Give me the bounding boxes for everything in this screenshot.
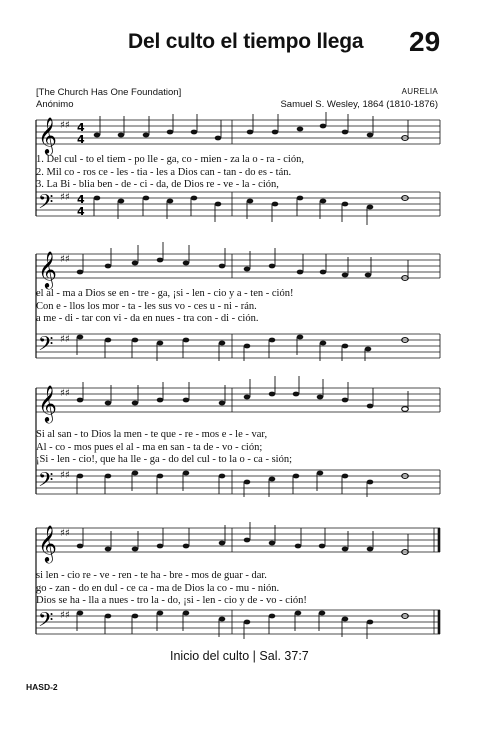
svg-text:4: 4 — [77, 121, 85, 134]
lyric-line: a me - di - tar con vi - da en nues - tra con - di - ción. — [36, 313, 259, 324]
svg-text:𝄢: 𝄢 — [38, 332, 54, 360]
hymn-title: Del culto el tiempo llega — [128, 30, 364, 53]
lyric-line: Al - co - mos pues el al - ma en san - ta de - vo - ción; — [36, 441, 263, 453]
svg-text:♯♯: ♯♯ — [60, 192, 70, 203]
lyric-line: go - zan - do en dul - ce ca - ma de Dios la co - mu - nión. — [36, 582, 280, 594]
svg-text:𝄢: 𝄢 — [38, 468, 54, 496]
lyric-line: Con e - llos los mor - ta - les sus vo - ces u - ni - rán. — [36, 300, 257, 312]
tune-name: AURELIA — [401, 87, 438, 96]
lyric-line: 1. Del cul - to el tiem - po lle - ga, co - mien - za la o - ra - ción, — [36, 154, 304, 165]
svg-text:4: 4 — [77, 133, 85, 146]
svg-text:♯♯: ♯♯ — [60, 334, 70, 345]
svg-text:𝄞: 𝄞 — [38, 524, 57, 562]
lyric-line: 3. La Bi - blia ben - de - ci - da, de Dios re - ve - la - ción, — [36, 179, 279, 190]
lyric-line: 2. Mil co - ros ce - les - tia - les a Dios can - tan - do es - tán. — [36, 166, 292, 178]
svg-text:𝄢: 𝄢 — [38, 190, 54, 218]
svg-text:♯♯: ♯♯ — [60, 388, 70, 399]
lyrics-system-4 — [36, 570, 448, 608]
svg-text:♯♯: ♯♯ — [60, 470, 70, 481]
original-title: [The Church Has One Foundation] — [36, 87, 182, 98]
svg-text:♯♯: ♯♯ — [60, 528, 70, 539]
lyrics-system-2 — [36, 288, 448, 326]
lyric-line: el al - ma a Dios se en - tre - ga, ¡si - len - cio y a - ten - ción! — [36, 288, 294, 299]
composer: Samuel S. Wesley, 1864 (1810-1876) — [280, 99, 438, 110]
svg-text:𝄞: 𝄞 — [38, 250, 57, 288]
svg-text:♯♯: ♯♯ — [60, 610, 70, 621]
lyricist: Anónimo — [36, 99, 74, 110]
svg-text:𝄢: 𝄢 — [38, 608, 54, 636]
svg-text:𝄞: 𝄞 — [38, 116, 57, 154]
svg-text:𝄞: 𝄞 — [38, 384, 57, 422]
lyric-line: Dios se ha - lla a nues - tro la - do, ¡si - len - cio y de - vo - ción! — [36, 595, 307, 606]
lyric-line: si len - cio re - ve - ren - te ha - bre - mos de guar - dar. — [36, 570, 267, 581]
svg-text:4: 4 — [77, 193, 85, 206]
svg-text:4: 4 — [77, 205, 85, 218]
lyrics-system-3 — [36, 429, 448, 467]
lyric-line: Si al san - to Dios la men - te que - re - mos e - le - var, — [36, 429, 268, 440]
lyrics-system-1 — [36, 154, 448, 192]
svg-text:♯♯: ♯♯ — [60, 254, 70, 265]
lyric-line: ¡Si - len - cio!, que ha lle - ga - do del cul - to la o - ca - sión; — [36, 454, 292, 465]
footer-reference: Inicio del culto | Sal. 37:7 — [170, 649, 309, 663]
hymn-number: 29 — [409, 26, 441, 57]
hymnal-code: HASD-2 — [26, 682, 58, 692]
svg-text:♯♯: ♯♯ — [60, 120, 70, 131]
